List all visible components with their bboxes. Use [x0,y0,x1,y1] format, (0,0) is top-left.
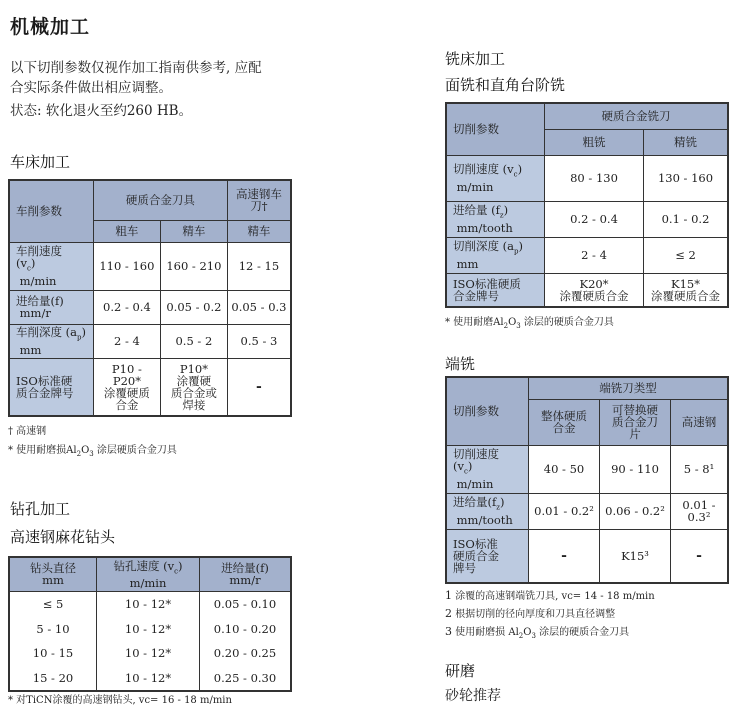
row-label: 进给量(f) mm/r [9,290,93,324]
cell: K20* 涂覆硬质合金 [545,273,644,307]
turning-table [8,179,292,417]
cell: P10* 涂覆硬 质合金或 焊接 [160,358,227,416]
cell: 0.05 - 0.10 [200,591,292,617]
table-row [9,324,291,358]
face-carbide-header: 硬质合金铣刀 [545,103,729,129]
drill-dia-header: 钻头直径 mm [9,557,97,591]
milling-title: 铣床加工 [445,50,506,68]
table-row [446,237,728,273]
cell: 0.1 - 0.2 [644,201,729,237]
cell: 2 - 4 [545,237,644,273]
table-row [446,201,728,237]
page-title: 机械加工 [10,16,91,38]
table-row [9,591,291,617]
cell: ≤ 5 [9,591,97,617]
end-milling-table [445,376,729,584]
intro-paragraph [10,58,262,121]
row-label: 车削深度 $(a_p)$ mm [9,324,93,358]
turning-param-header: 车削参数 [9,180,93,242]
cell: P10 - P20* 涂覆硬质 合金 [93,358,160,416]
intro-line-2: 合实际条件做出相应调整。 [10,80,172,96]
table-row [446,273,728,307]
face-milling-note: * 使用耐磨$Al_2O_3$ 涂层的硬质合金刀具 [445,317,614,330]
table-row [9,290,291,324]
end-milling-note-2: 2 根据切削的径向厚度和刀具直径调整 [445,607,616,620]
cell: 0.25 - 0.30 [200,665,292,691]
drilling-note: * 对TiCN涂覆的高速钢钻头, vc= 16 - 18 m/min [8,695,232,706]
cell: 0.2 - 0.4 [545,201,644,237]
end-milling-note-3: 3 使用耐磨损 $Al_2O_3$ 涂层的硬质合金刀具 [445,625,630,640]
table-row [9,358,291,416]
drilling-title: 钻孔加工 [10,500,71,518]
intro-status: 状态: 软化退火至约260 HB。 [10,103,193,119]
cell: 10 - 12* [97,641,200,665]
cell: K15* 涂覆硬质合金 [644,273,729,307]
cell: 0.01 - 0.2² [529,493,600,529]
table-row [9,617,291,641]
cell: 0.5 - 2 [160,324,227,358]
row-label: 切削速度 $(v_c)$ m/min [446,155,545,201]
row-label: ISO标准硬 质合金牌号 [9,358,93,416]
grinding-subtitle: 砂轮推荐 [445,688,501,704]
cell: 5 - 10 [9,617,97,641]
table-row [446,155,728,201]
cell: 130 - 160 [644,155,729,201]
cell: 10 - 12* [97,665,200,691]
end-hss-header: 高速钢 [671,399,729,445]
turning-title: 车床加工 [10,153,71,171]
cell: 10 - 12* [97,591,200,617]
cell: 160 - 210 [160,242,227,290]
cell: 0.01 - 0.3² [671,493,729,529]
drilling-table [8,556,292,692]
cell: 0.05 - 0.3 [227,290,291,324]
face-finish-header: 精铣 [644,129,729,155]
cell: 110 - 160 [93,242,160,290]
end-solid-header: 整体硬质 合金 [529,399,600,445]
cell: 0.06 - 0.2² [600,493,671,529]
cell: 0.10 - 0.20 [200,617,292,641]
cell: - [671,529,729,583]
drilling-subtitle: 高速钢麻花钻头 [10,528,116,546]
cell: 5 - 8¹ [671,445,729,493]
note-text: 根据切削的径向厚度和刀具直径调整 [455,609,616,620]
turning-rough-header: 粗车 [93,220,160,242]
cell: 2 - 4 [93,324,160,358]
table-row [9,242,291,290]
cell: 0.5 - 3 [227,324,291,358]
cell: 10 - 15 [9,641,97,665]
row-label: 进给量 $(f_z)$ mm/tooth [446,201,545,237]
cell: 12 - 15 [227,242,291,290]
turning-note-dagger: † 高速钢 [8,426,47,437]
intro-line-1: 以下切削参数仅视作加工指南供参考, 应配 [10,60,262,76]
table-row [446,493,728,529]
row-label: 切削速度 $(v_c)$ m/min [446,445,529,493]
cell: 15 - 20 [9,665,97,691]
turning-note-asterisk: * 使用耐磨损$Al_2O_3$ 涂层硬质合金刀具 [8,445,177,458]
row-label: ISO标准 硬质合金 牌号 [446,529,529,583]
face-milling-table [445,102,729,308]
turning-hss-header: 高速钢车刀† [227,180,291,220]
cell: 80 - 130 [545,155,644,201]
turning-hss-finish-header: 精车 [227,220,291,242]
row-label: 切削深度 $(a_p)$ mm [446,237,545,273]
end-param-header: 切削参数 [446,377,529,445]
table-row [446,529,728,583]
drill-feed-header: 进给量(f) mm/r [200,557,292,591]
turning-carbide-header: 硬质合金刀具 [93,180,227,220]
drill-speed-header: 钻孔速度 $(v_c)$ m/min [97,557,200,591]
table-row [9,665,291,691]
end-insert-header: 可替换硬 质合金刀 片 [600,399,671,445]
cell: 0.20 - 0.25 [200,641,292,665]
cell: 40 - 50 [529,445,600,493]
cell: 0.05 - 0.2 [160,290,227,324]
row-label: 进给量$(f_z)$ mm/tooth [446,493,529,529]
end-type-header: 端铣刀类型 [529,377,729,399]
cell: 90 - 110 [600,445,671,493]
end-milling-subtitle: 端铣 [445,355,476,373]
table-row [446,445,728,493]
row-label: ISO标准硬质 合金牌号 [446,273,545,307]
turning-finish-header: 精车 [160,220,227,242]
cell: ≤ 2 [644,237,729,273]
end-milling-note-1: 1 涂覆的高速钢端铣刀具, vc= 14 - 18 m/min [445,589,655,602]
cell: - [529,529,600,583]
cell: 10 - 12* [97,617,200,641]
note-text: 涂覆的高速钢端铣刀具, vc= 14 - 18 m/min [455,591,655,602]
face-param-header: 切削参数 [446,103,545,155]
grinding-title: 研磨 [445,662,476,680]
face-milling-subtitle: 面铣和直角台阶铣 [445,76,566,94]
cell: 0.2 - 0.4 [93,290,160,324]
row-label: 车削速度 $(v_c)$ m/min [9,242,93,290]
cell: - [227,358,291,416]
table-row [9,641,291,665]
cell: K15³ [600,529,671,583]
face-rough-header: 粗铣 [545,129,644,155]
